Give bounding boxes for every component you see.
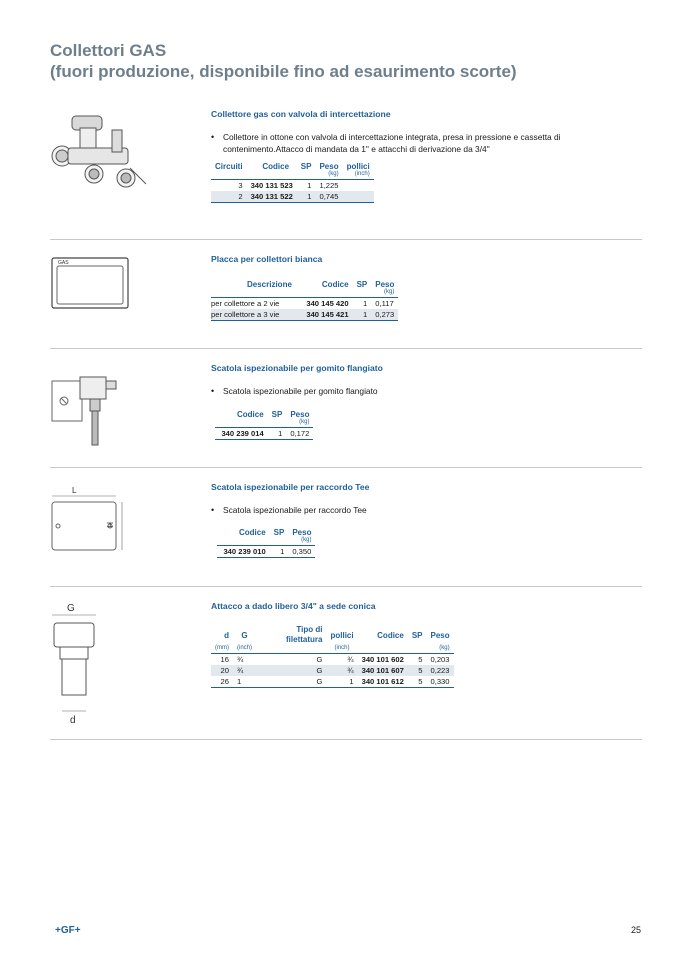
dim-d-label: d	[70, 715, 76, 726]
col-header: Peso	[430, 630, 450, 640]
cell: 340 239 014	[221, 429, 264, 438]
cell: G	[316, 677, 323, 686]
bullet-text: • Scatola ispezionabile per gomito flangiato	[211, 385, 641, 397]
cell: 5	[408, 665, 427, 676]
cell: 340 239 010	[223, 547, 266, 556]
scatola-gomito-content	[211, 363, 641, 440]
col-header: pollici	[346, 162, 370, 171]
cell: 5	[418, 655, 423, 664]
col-header: pollici	[330, 630, 354, 640]
unit	[296, 289, 353, 298]
product-table	[211, 280, 398, 321]
col-header: Codice	[377, 630, 404, 640]
col-header: Peso	[292, 528, 312, 537]
unit: (inch)	[237, 645, 253, 651]
col-header: SP	[271, 410, 283, 419]
table-row	[211, 180, 374, 192]
unit	[211, 171, 247, 180]
table-row	[211, 191, 374, 203]
attacco-image	[50, 599, 110, 729]
unit: (kg)	[301, 537, 312, 543]
table-row	[211, 298, 398, 310]
cell: 0,172	[290, 429, 310, 438]
col-header: Peso	[290, 410, 310, 419]
section-scatola-gomito	[50, 349, 642, 467]
collettore-gas-image	[50, 108, 150, 198]
col-header: SP	[411, 630, 423, 640]
unit	[408, 645, 427, 654]
section-placca	[50, 240, 642, 348]
cell: G	[256, 665, 326, 676]
unit: (inch)	[354, 171, 370, 177]
table-row	[211, 309, 398, 321]
unit: (kg)	[384, 289, 395, 295]
dim-h-label: H	[105, 522, 114, 528]
table-row	[211, 654, 454, 666]
cell: 0,223	[427, 665, 454, 676]
section-title: Scatola ispezionabile per gomito flangiato	[211, 363, 383, 373]
unit	[217, 537, 270, 546]
section-title: Scatola ispezionabile per raccordo Tee	[211, 482, 370, 492]
col-header: Circuiti	[215, 162, 243, 171]
cell: 3	[238, 181, 243, 190]
cell: 340 131 523	[250, 181, 293, 190]
section-title: Placca per collettori bianca	[211, 254, 323, 264]
cell: 0,273	[371, 309, 398, 321]
product-table	[215, 410, 313, 440]
unit: (kg)	[328, 171, 339, 177]
col-header: Peso	[319, 162, 339, 171]
unit	[211, 289, 296, 298]
placca-image	[50, 256, 130, 312]
unit	[297, 171, 316, 180]
dim-g-label: G	[67, 603, 75, 614]
page-title-line2: (fuori produzione, disponibile fino ad esaurimento scorte)	[50, 62, 517, 81]
placca-gas-label: GAS	[58, 260, 69, 266]
cell: 340 101 607	[358, 665, 408, 676]
cell: 1	[349, 677, 354, 686]
col-header: d	[224, 630, 229, 640]
cell: 340 145 420	[306, 299, 349, 308]
unit	[270, 537, 289, 546]
col-header: SP	[300, 162, 312, 171]
col-header: SP	[273, 528, 285, 537]
cell: 1	[237, 677, 242, 686]
cell: 340 145 421	[296, 309, 353, 321]
unit	[256, 645, 326, 654]
cell: 16	[220, 655, 229, 664]
col-header: G	[241, 630, 248, 640]
cell: 0,330	[430, 677, 450, 686]
unit	[268, 419, 287, 428]
unit	[353, 289, 372, 298]
cell	[343, 191, 374, 203]
cell: ¾	[326, 665, 357, 676]
cell: per collettore a 2 vie	[211, 299, 280, 308]
col-header: Peso	[375, 280, 395, 289]
col-header-tipo-line2: filettatura	[286, 635, 323, 644]
cell: 1	[353, 309, 372, 321]
cell: G	[316, 655, 323, 664]
unit: (kg)	[439, 645, 450, 651]
cell: 1	[280, 547, 285, 556]
product-table	[211, 625, 454, 688]
page-title-line1: Collettori GAS	[50, 41, 167, 60]
cell: ¾	[237, 655, 244, 664]
cell: 26	[220, 677, 229, 686]
unit	[358, 645, 408, 654]
placca-content	[211, 254, 641, 321]
cell: 5	[418, 677, 423, 686]
collettore-gas-content	[211, 109, 641, 203]
cell: 1	[307, 181, 312, 190]
cell: 340 131 522	[247, 191, 297, 203]
col-header-tipo-line1: Tipo di	[296, 625, 323, 634]
gf-logo: +GF+	[55, 925, 81, 936]
cell: 340 101 612	[361, 677, 404, 686]
table-row	[211, 665, 454, 676]
cell: 0,745	[315, 191, 342, 203]
col-header: Codice	[237, 410, 264, 419]
table-row	[215, 428, 313, 440]
dim-l-label: L	[72, 486, 77, 495]
page-number: 25	[631, 925, 642, 935]
col-header: Codice	[321, 280, 349, 289]
scatola-tee-image	[50, 484, 130, 556]
cell: 340 101 602	[361, 655, 404, 664]
cell: 1	[278, 429, 283, 438]
section-collettore-gas	[50, 100, 642, 238]
product-table	[217, 528, 315, 558]
cell: 1	[297, 191, 316, 203]
cell: per collettore a 3 vie	[211, 309, 296, 321]
scatola-tee-content	[211, 482, 641, 558]
bullet-text: • Collettore in ottone con valvola di intercettazione integrata, presa in pressione e cassetta di contenimento.Attacco di mandata da 1" e attacchi di derivazione da 3/4"	[211, 131, 641, 155]
cell: 0,203	[430, 655, 450, 664]
cell: 0,117	[375, 299, 394, 308]
cell: 1	[363, 299, 368, 308]
col-header: Descrizione	[247, 280, 292, 289]
unit: (inch)	[334, 645, 350, 651]
table-row	[217, 546, 315, 558]
cell	[343, 180, 374, 192]
scatola-gomito-image	[50, 367, 130, 447]
attacco-content	[211, 601, 641, 688]
col-header: Codice	[262, 162, 290, 171]
table-row	[211, 676, 454, 688]
cell: ¾	[233, 665, 256, 676]
unit	[247, 171, 297, 180]
product-table	[211, 162, 374, 203]
divider	[50, 739, 642, 740]
section-title: Collettore gas con valvola di intercettazione	[211, 109, 391, 119]
col-header: SP	[356, 280, 368, 289]
section-attacco	[50, 587, 642, 739]
cell: 0,350	[292, 547, 312, 556]
col-header-tipo	[256, 625, 326, 645]
unit	[215, 419, 268, 428]
unit: (kg)	[299, 419, 310, 425]
cell: 2	[211, 191, 247, 203]
bullet-text: • Scatola ispezionabile per raccordo Tee	[211, 504, 641, 516]
cell: 1,225	[319, 181, 339, 190]
section-title: Attacco a dado libero 3/4" a sede conica	[211, 601, 376, 611]
unit: (mm)	[215, 645, 229, 651]
col-header: Codice	[239, 528, 266, 537]
page-title	[50, 40, 517, 82]
section-scatola-tee	[50, 468, 642, 586]
cell: 20	[211, 665, 233, 676]
cell: ¾	[347, 655, 354, 664]
